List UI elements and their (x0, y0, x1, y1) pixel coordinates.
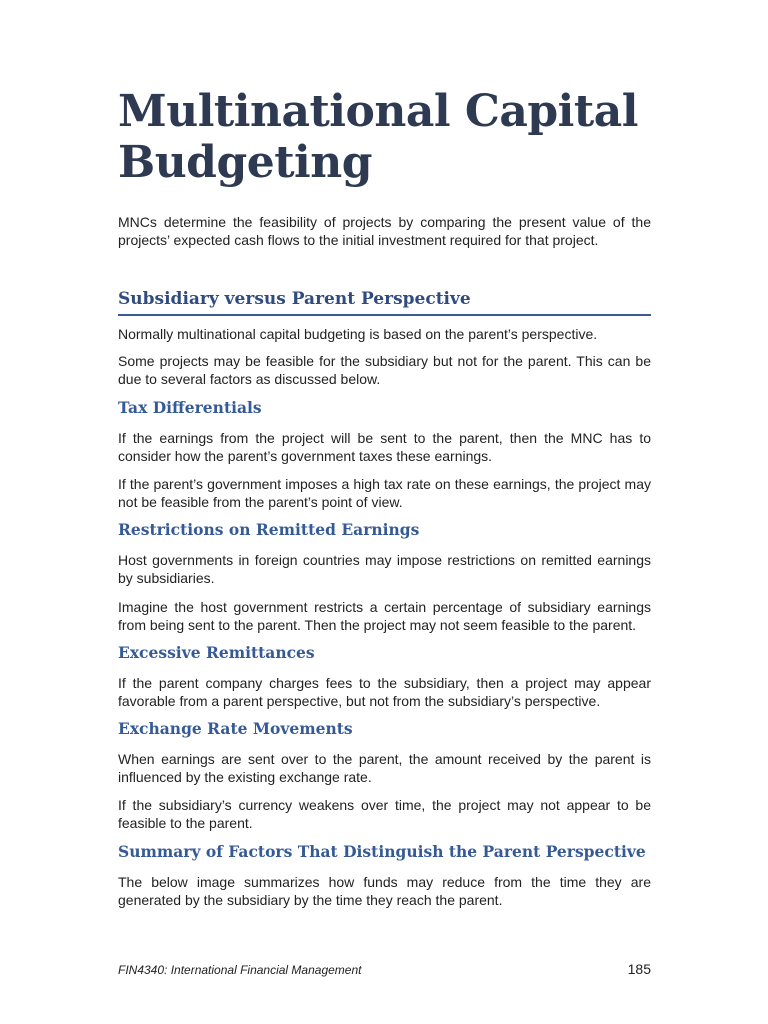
body-paragraph: When earnings are sent over to the parent, the amount received by the parent is influenced by the existing exchange rate. (118, 751, 651, 785)
body-paragraph: Host governments in foreign countries may impose restrictions on remitted earnings by subsidiaries. (118, 552, 651, 586)
intro-paragraph: MNCs determine the feasibility of projects by comparing the present value of the projects’ expected cash flows to the initial investment required for that project. (118, 214, 651, 248)
page-title: Multinational Capital Budgeting (118, 86, 638, 188)
subsection-heading-tax-differentials: Tax Differentials (118, 398, 262, 417)
paragraph-block (118, 750, 651, 786)
paragraph-block (118, 674, 651, 710)
section-paragraph-1-block (118, 325, 651, 343)
footer-page-number: 185 (627, 961, 651, 977)
intro-paragraph-block (118, 213, 651, 249)
body-paragraph: If the parent company charges fees to the subsidiary, then a project may appear favorable from a parent perspective, but not from the subsidiary’s perspective. (118, 675, 651, 709)
subsection-heading-summary: Summary of Factors That Distinguish the Parent Perspective (118, 842, 646, 861)
section-paragraph: Normally multinational capital budgeting is based on the parent’s perspective. (118, 326, 598, 342)
body-paragraph: Imagine the host government restricts a certain percentage of subsidiary earnings from being sent to the parent. Then the project may not seem feasible to the parent. (118, 599, 651, 633)
body-paragraph: If the subsidiary’s currency weakens over time, the project may not appear to be feasible to the parent. (118, 797, 651, 831)
paragraph-block (118, 551, 651, 587)
subsection-heading-excessive-remittances: Excessive Remittances (118, 643, 315, 662)
body-paragraph: The below image summarizes how funds may reduce from the time they are generated by the subsidiary by the time they reach the parent. (118, 874, 651, 908)
paragraph-block (118, 796, 651, 832)
paragraph-block (118, 429, 651, 465)
paragraph-block (118, 873, 651, 909)
body-paragraph: If the earnings from the project will be sent to the parent, then the MNC has to consider how the parent’s government taxes these earnings. (118, 430, 651, 464)
paragraph-block (118, 475, 651, 511)
paragraph-block (118, 598, 651, 634)
body-paragraph: If the parent’s government imposes a high tax rate on these earnings, the project may not be feasible from the parent’s point of view. (118, 476, 651, 510)
subsection-heading-restrictions: Restrictions on Remitted Earnings (118, 520, 420, 539)
footer-course-title: FIN4340: International Financial Management (118, 963, 362, 977)
subsection-heading-exchange-rate: Exchange Rate Movements (118, 719, 353, 738)
section-heading: Subsidiary versus Parent Perspective (118, 288, 651, 316)
section-paragraph-2-block (118, 352, 651, 388)
section-paragraph: Some projects may be feasible for the subsidiary but not for the parent. This can be due to several factors as discussed below. (118, 353, 651, 387)
